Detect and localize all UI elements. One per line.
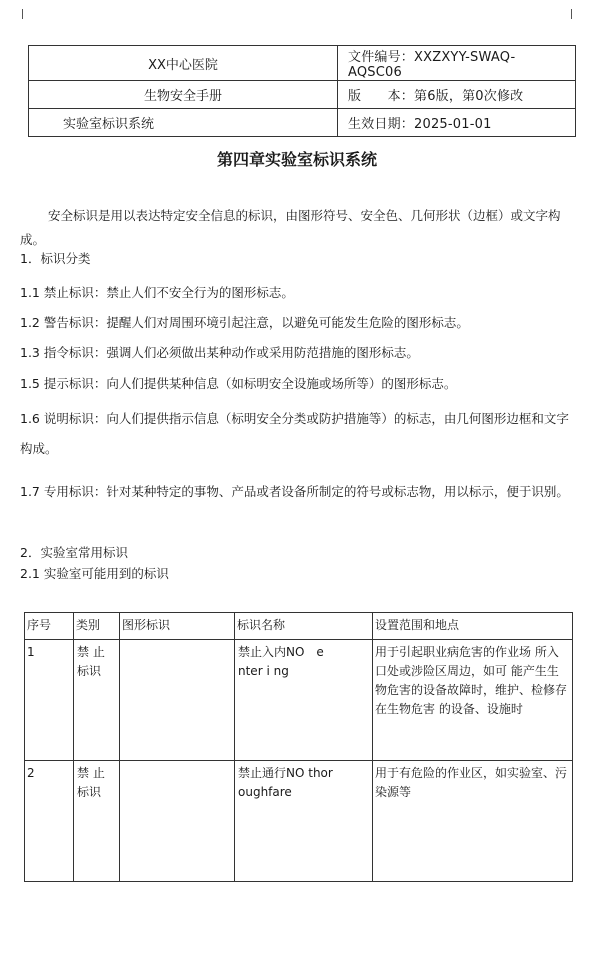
table-row: [25, 761, 573, 882]
row-scope: 用于有危险的作业区，如实验室、污染源等: [373, 761, 573, 882]
col-header-name: 标识名称: [235, 613, 373, 640]
col-header-category: 类别: [74, 613, 120, 640]
hospital-name: XX中心医院: [29, 46, 338, 81]
section-2-1-heading: 2.1 实验室可能用到的标识: [20, 566, 169, 581]
row-graphic: [120, 640, 235, 761]
col-header-no: 序号: [25, 613, 74, 640]
item-1-2: 1.2 警告标识：提醒人们对周围环境引起注意，以避免可能发生危险的图形标志。: [20, 315, 469, 330]
document-header-table: [28, 45, 576, 137]
row-scope: 用于引起职业病危害的作业场 所入口处或涉险区周边，如可 能产生生物危害的设备故障时，维护、检修存在生物危害 的设备、设施时: [373, 640, 573, 761]
section-2-heading: 2．实验室常用标识: [20, 545, 128, 560]
row-sign-name: 禁止通行NO thor oughfare: [235, 761, 373, 882]
intro-paragraph: 安全标识是用以表达特定安全信息的标识，由图形符号、安全色、几何形状（边框）或文字构成。: [20, 208, 561, 247]
item-1-3: 1.3 指令标识：强调人们必须做出某种动作或采用防范措施的图形标志。: [20, 345, 419, 360]
item-1-5: 1.5 提示标识：向人们提供某种信息（如标明安全设施或场所等）的图形标志。: [20, 376, 457, 391]
crop-mark-right: [571, 9, 580, 19]
section-1-heading: 1．标识分类: [20, 251, 91, 266]
row-sign-name: 禁止入内NO e nter i ng: [235, 640, 373, 761]
item-1-1: 1.1 禁止标识：禁止人们不安全行为的图形标志。: [20, 285, 294, 300]
item-1-6: 1.6 说明标识：向人们提供指示信息（标明安全分类或防护措施等）的标志，由几何图形边框和文字构成。: [20, 411, 569, 456]
system-name: 实验室标识系统: [29, 109, 338, 137]
version-info: 版 本：第6版，第0次修改: [338, 81, 576, 109]
manual-name: 生物安全手册: [29, 81, 338, 109]
row-number: 2: [25, 761, 74, 882]
lab-signs-table: [24, 612, 573, 882]
row-graphic: [120, 761, 235, 882]
col-header-scope: 设置范围和地点: [373, 613, 573, 640]
crop-mark-left: [14, 9, 23, 19]
table-row: [25, 640, 573, 761]
row-category: 禁 止 标识: [74, 640, 120, 761]
row-category: 禁 止 标识: [74, 761, 120, 882]
effective-date: 生效日期：2025-01-01: [338, 109, 576, 137]
col-header-graphic: 图形标识: [120, 613, 235, 640]
chapter-title: 第四章实验室标识系统: [216, 150, 377, 169]
document-number: 文件编号：XXZXYY-SWAQ-AQSC06: [338, 46, 576, 81]
item-1-7: 1.7 专用标识：针对某种特定的事物、产品或者设备所制定的符号或标志物，用以标示，便于识别。: [20, 484, 569, 499]
row-number: 1: [25, 640, 74, 761]
